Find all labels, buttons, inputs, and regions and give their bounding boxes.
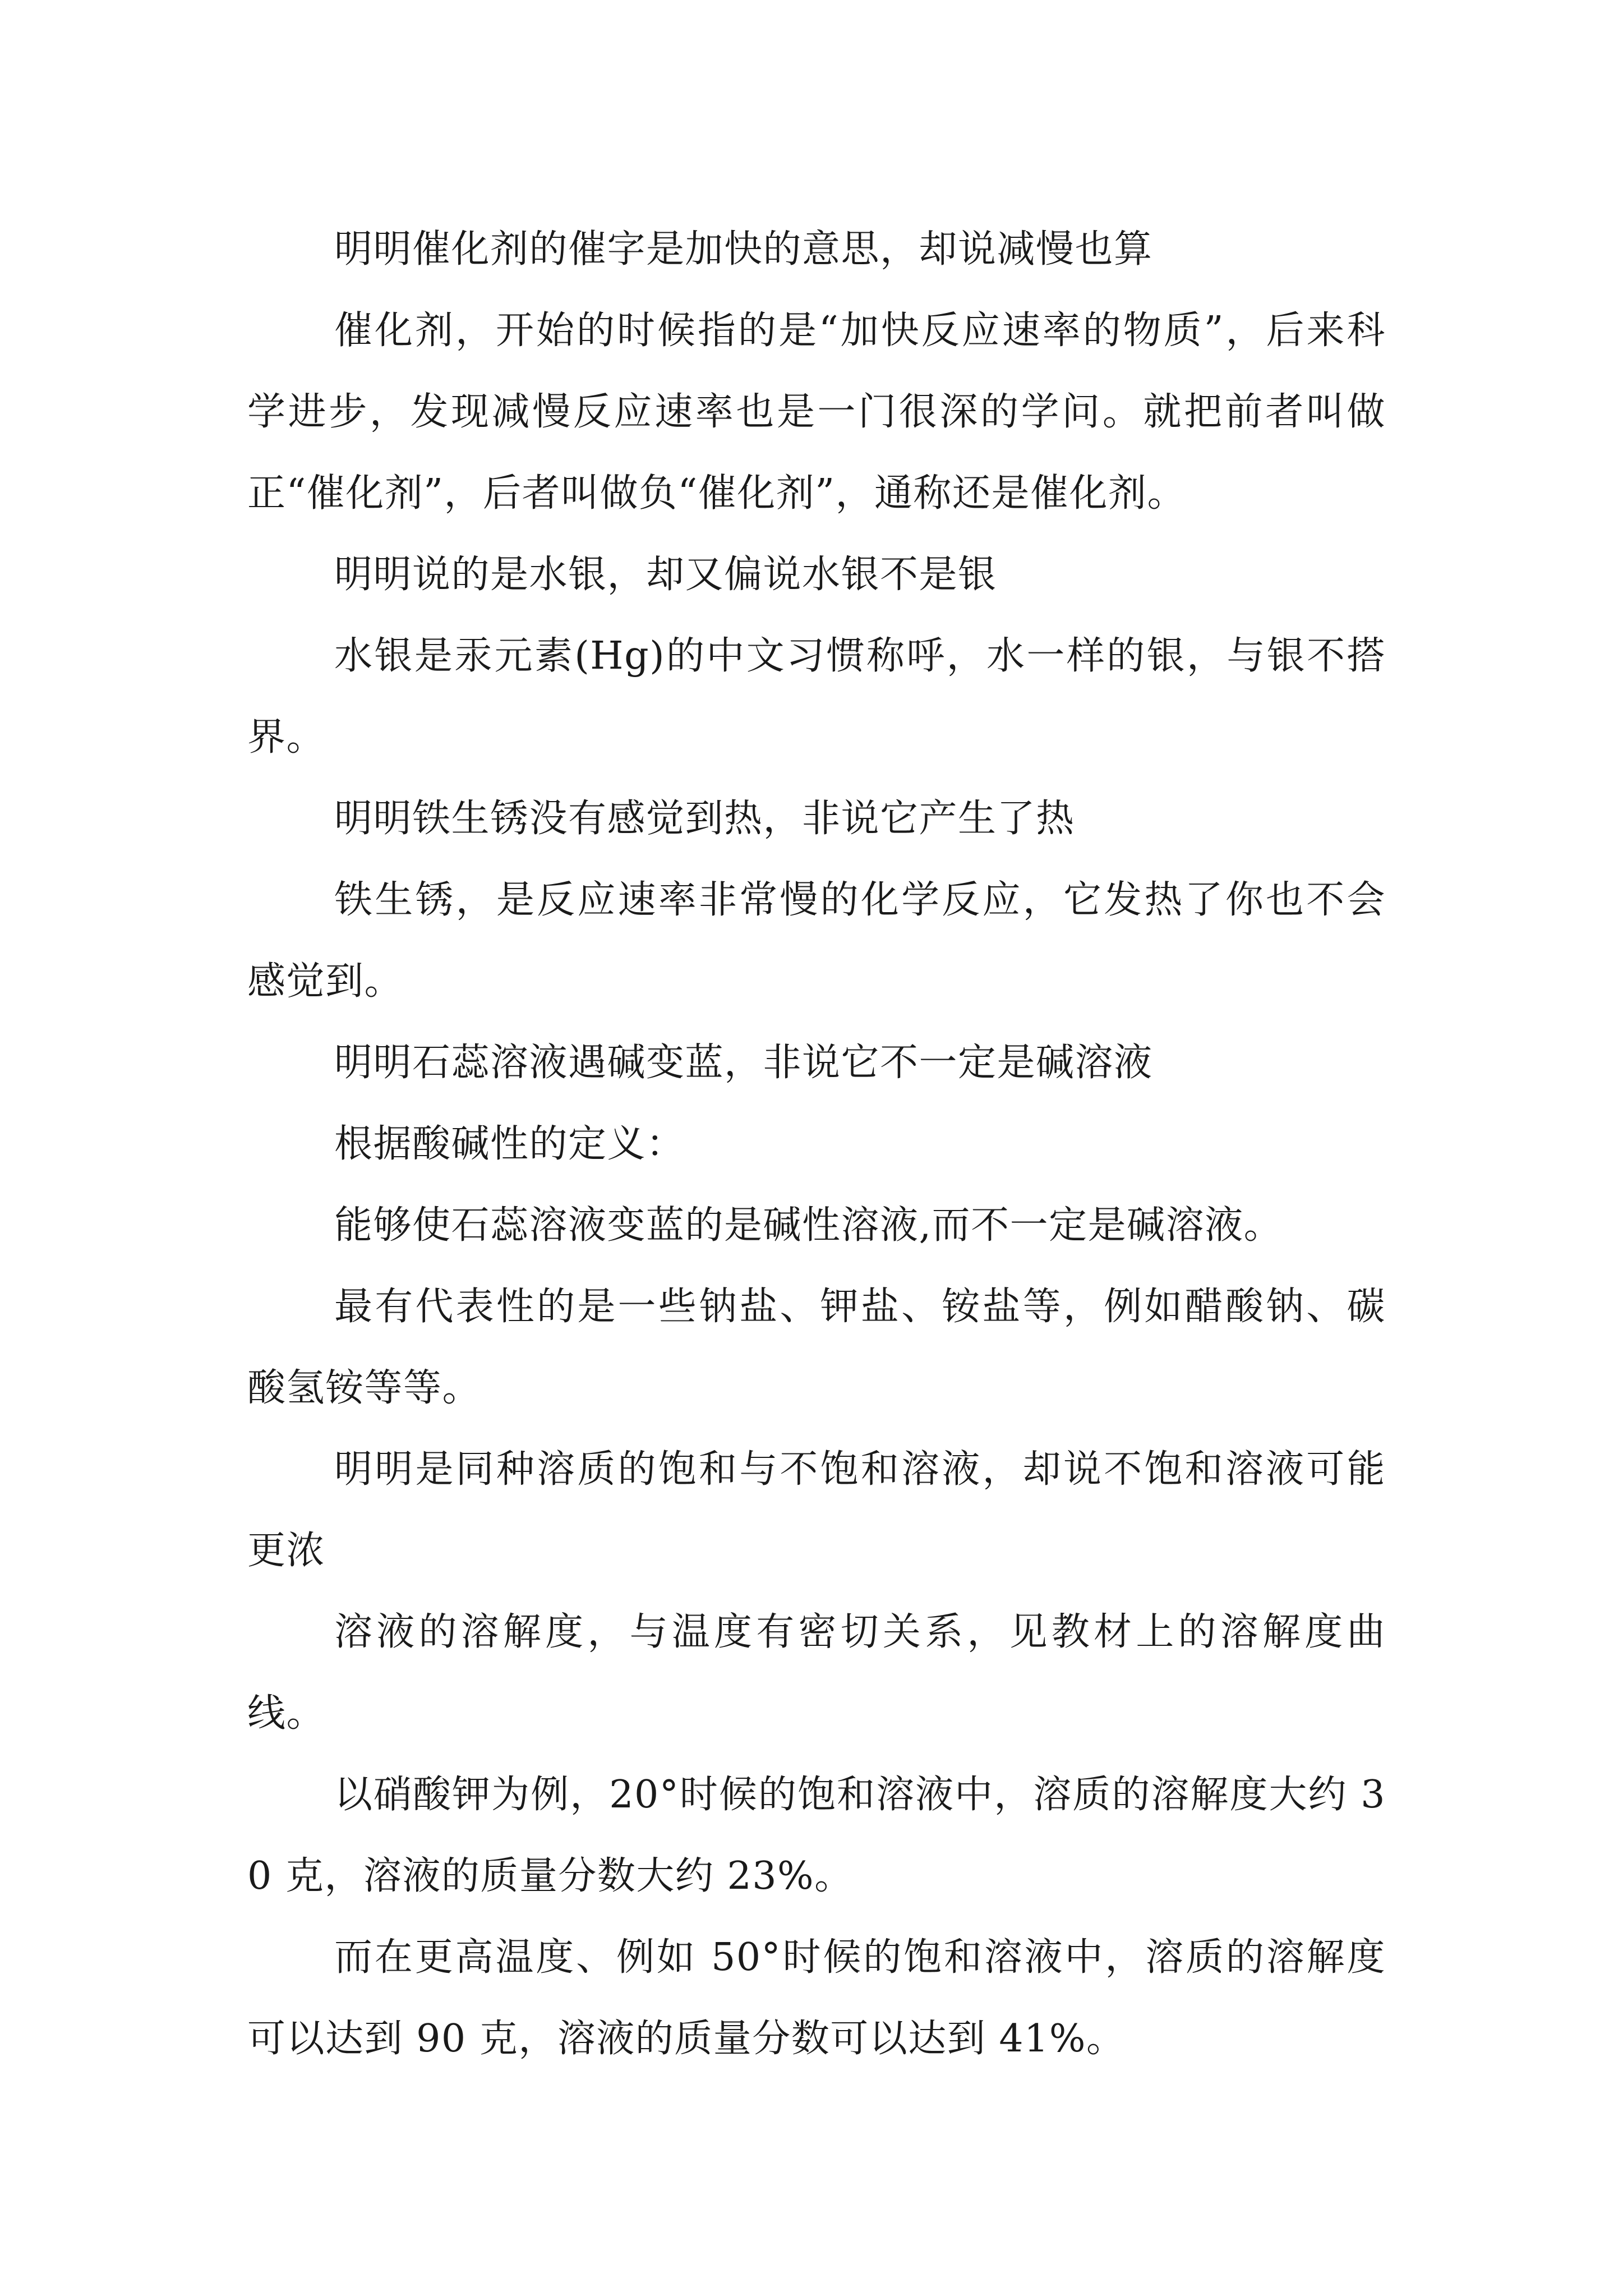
paragraph-litmus-definition: 能够使石蕊溶液变蓝的是碱性溶液,而不一定是碱溶液。 [334, 1203, 1283, 1248]
paragraph-rust-heading: 明明铁生锈没有感觉到热，非说它产生了热 [334, 797, 1075, 841]
paragraph-catalyst-heading: 明明催化剂的催字是加快的意思，却说减慢也算 [334, 227, 1153, 272]
paragraph-solubility-explanation: 溶液的溶解度，与温度有密切关系，见教材上的溶解度曲线。 [247, 1610, 1386, 1736]
document-body [247, 209, 1386, 2079]
paragraph-mercury-explanation: 水银是汞元素(Hg)的中文习惯称呼，水一样的银，与银不搭界。 [247, 634, 1386, 760]
paragraph-solution-heading: 明明是同种溶质的饱和与不饱和溶液，却说不饱和溶液可能更浓 [247, 1447, 1386, 1573]
paragraph-litmus-examples: 最有代表性的是一些钠盐、钾盐、铵盐等，例如醋酸钠、碳酸氢铵等等。 [247, 1285, 1386, 1410]
paragraph-litmus-heading: 明明石蕊溶液遇碱变蓝，非说它不一定是碱溶液 [334, 1041, 1153, 1085]
paragraph-kno3-20-degrees: 以硝酸钾为例，20°时候的饱和溶液中，溶质的溶解度大约 30 克，溶液的质量分数大约 23%。 [247, 1773, 1386, 1898]
paragraph-mercury-heading: 明明说的是水银，却又偏说水银不是银 [334, 553, 997, 597]
paragraph-rust-explanation: 铁生锈，是反应速率非常慢的化学反应，它发热了你也不会感觉到。 [247, 878, 1386, 1004]
paragraph-catalyst-explanation: 催化剂，开始的时候指的是“加快反应速率的物质”，后来科学进步，发现减慢反应速率也是一门很深的学问。就把前者叫做正“催化剂”，后者叫做负“催化剂”，通称还是催化剂。 [247, 309, 1386, 516]
paragraph-litmus-definition-intro: 根据酸碱性的定义： [334, 1122, 685, 1166]
paragraph-kno3-50-degrees: 而在更高温度、例如 50°时候的饱和溶液中，溶质的溶解度可以达到 90 克，溶液的质量分数可以达到 41%。 [247, 1935, 1386, 2061]
